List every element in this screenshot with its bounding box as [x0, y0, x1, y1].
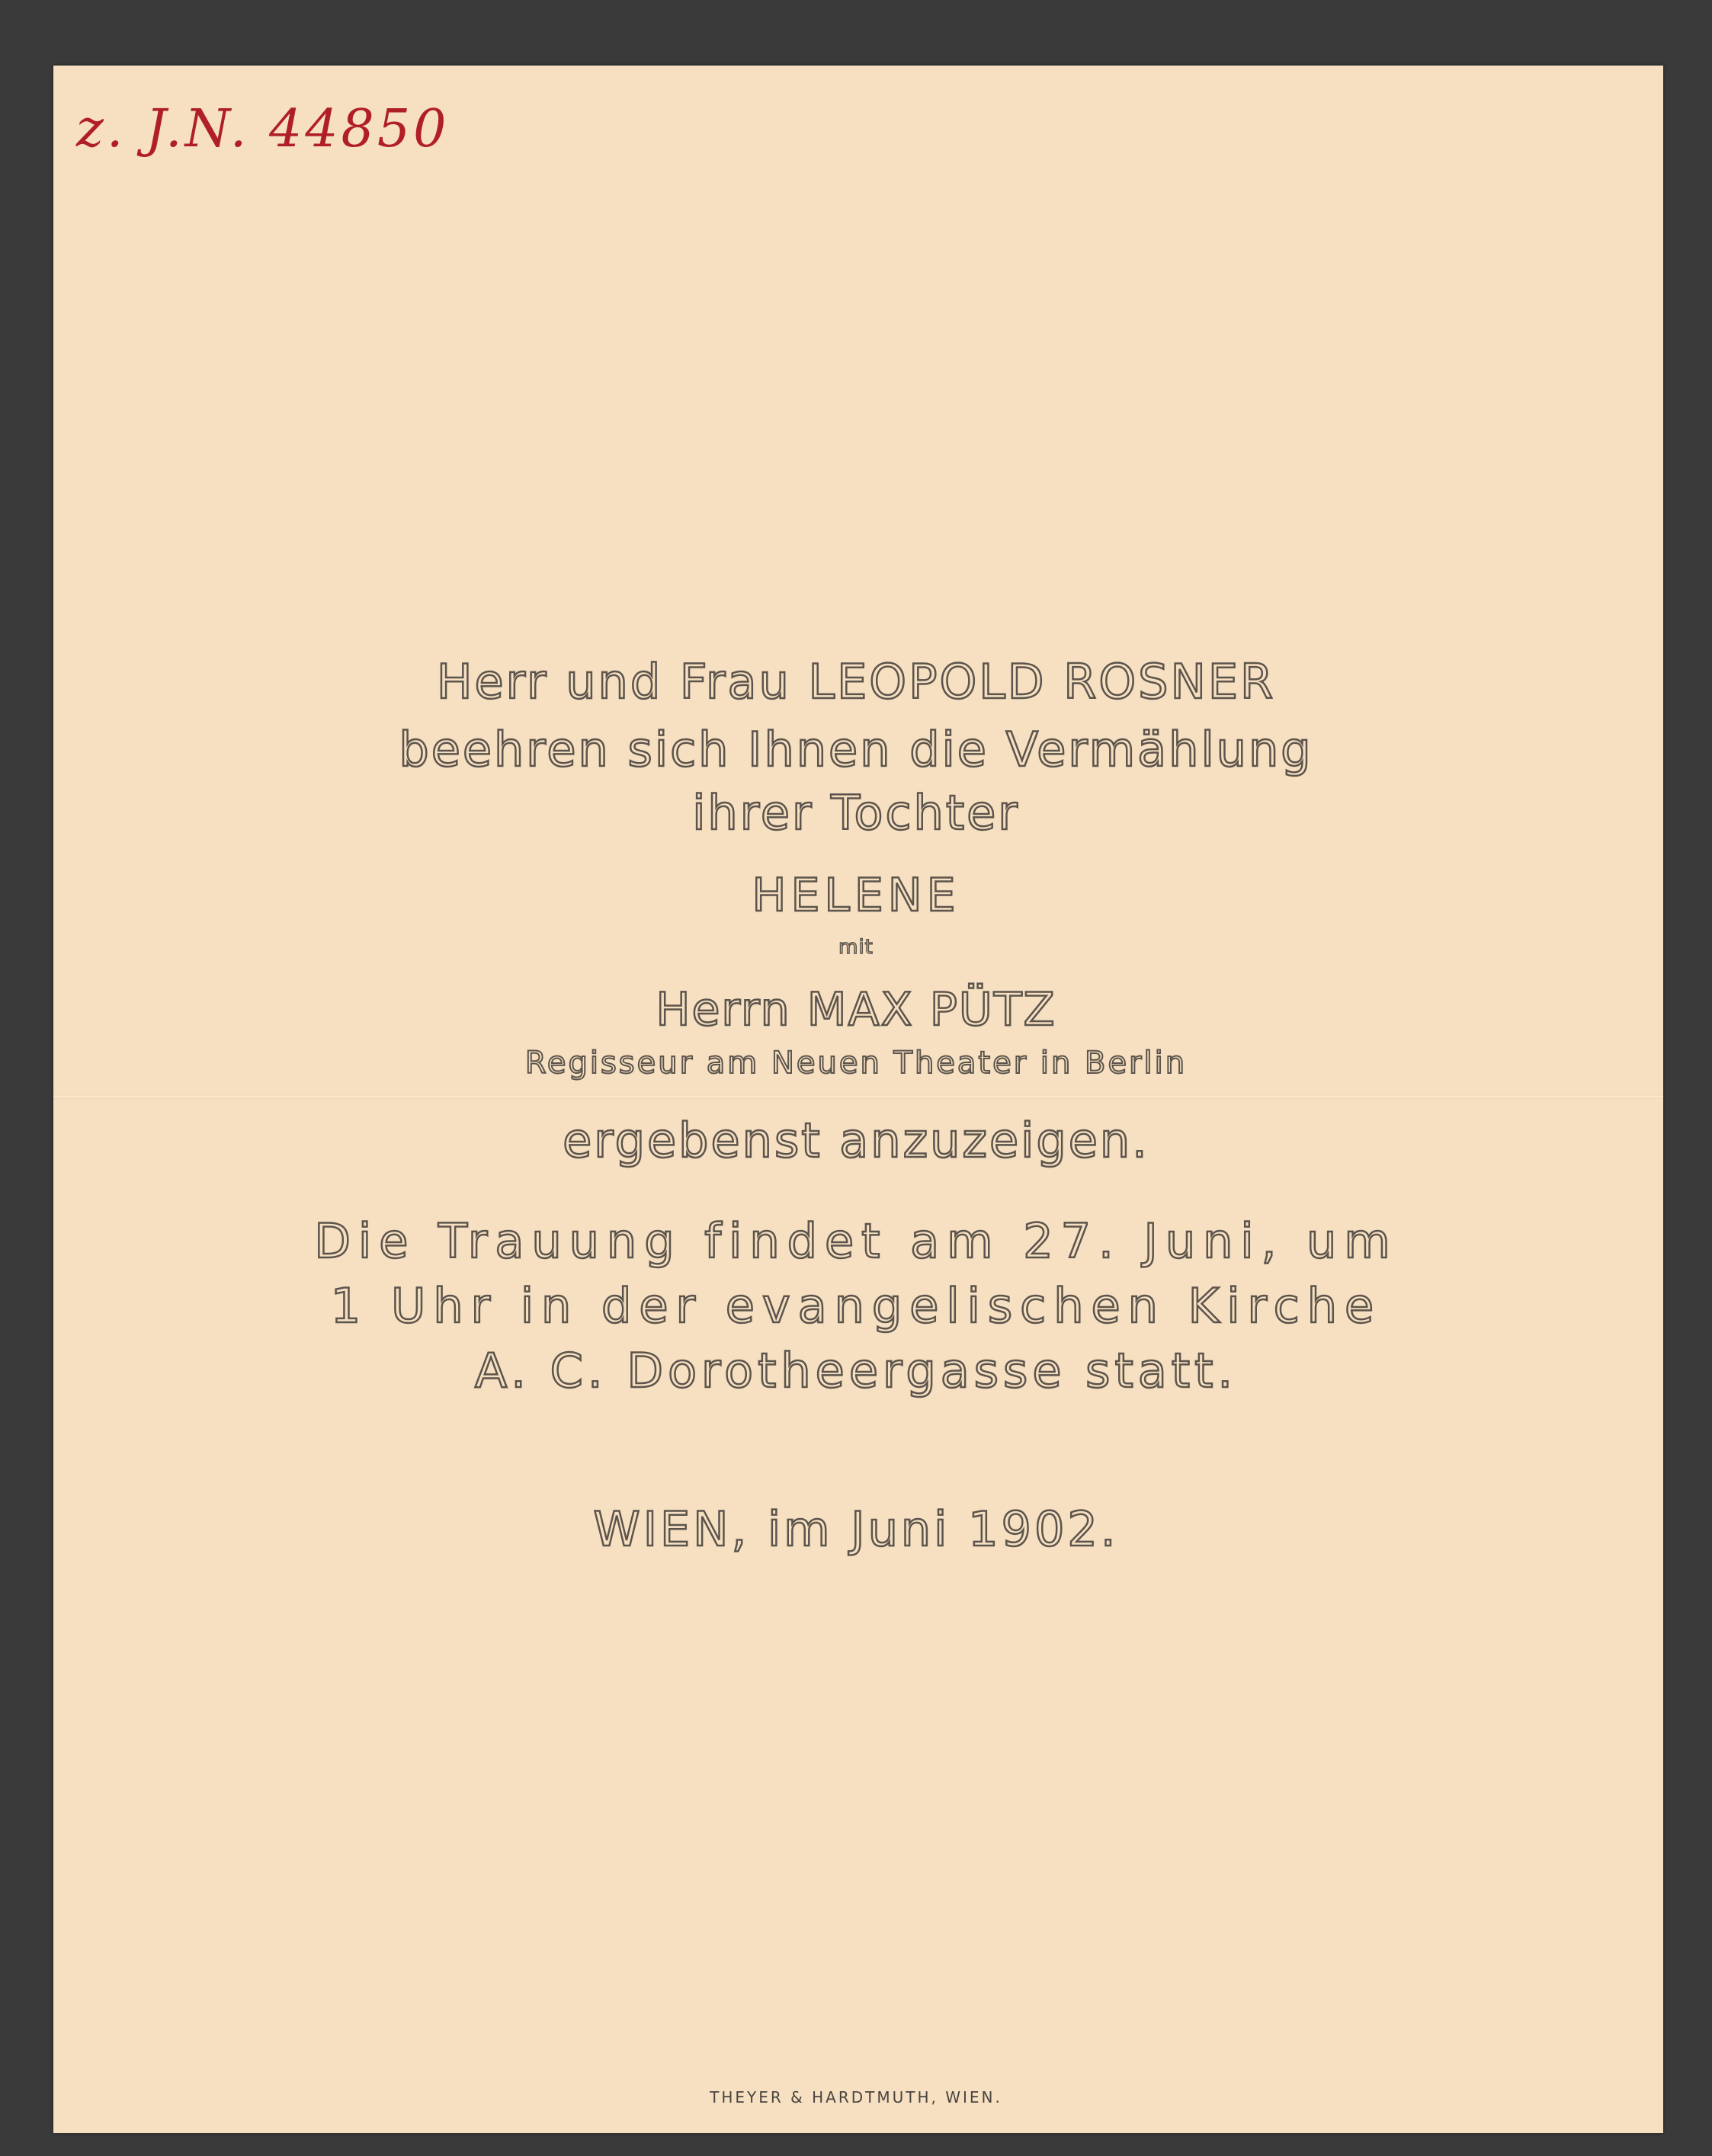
groom-name: Herrn MAX PÜTZ	[656, 983, 1056, 1036]
announcement-line-1: Herr und Frau LEOPOLD ROSNER	[436, 654, 1276, 710]
catalog-number: z. J.N. 44850	[76, 99, 450, 159]
paper-fold	[53, 1094, 1663, 1099]
announcement-line-3: ihrer Tochter	[692, 785, 1020, 841]
groom-title: Regisseur am Neuen Theater in Berlin	[524, 1046, 1188, 1081]
printer-imprint: THEYER & HARDTMUTH, WIEN.	[710, 2088, 1002, 2106]
invitation-card	[53, 66, 1663, 2133]
ceremony-line-2: 1 Uhr in der evangelischen Kirche	[330, 1278, 1382, 1334]
place-date: WIEN, im Juni 1902.	[593, 1501, 1119, 1557]
mit-label: mit	[838, 936, 874, 959]
ceremony-line-3: A. C. Dorotheergasse statt.	[474, 1343, 1238, 1398]
bride-name: HELENE	[752, 869, 960, 922]
closing-line: ergebenst anzuzeigen.	[563, 1113, 1149, 1168]
announcement-line-2: beehren sich Ihnen die Vermählung	[399, 722, 1313, 777]
ceremony-line-1: Die Trauung findet am 27. Juni, um	[314, 1213, 1398, 1269]
